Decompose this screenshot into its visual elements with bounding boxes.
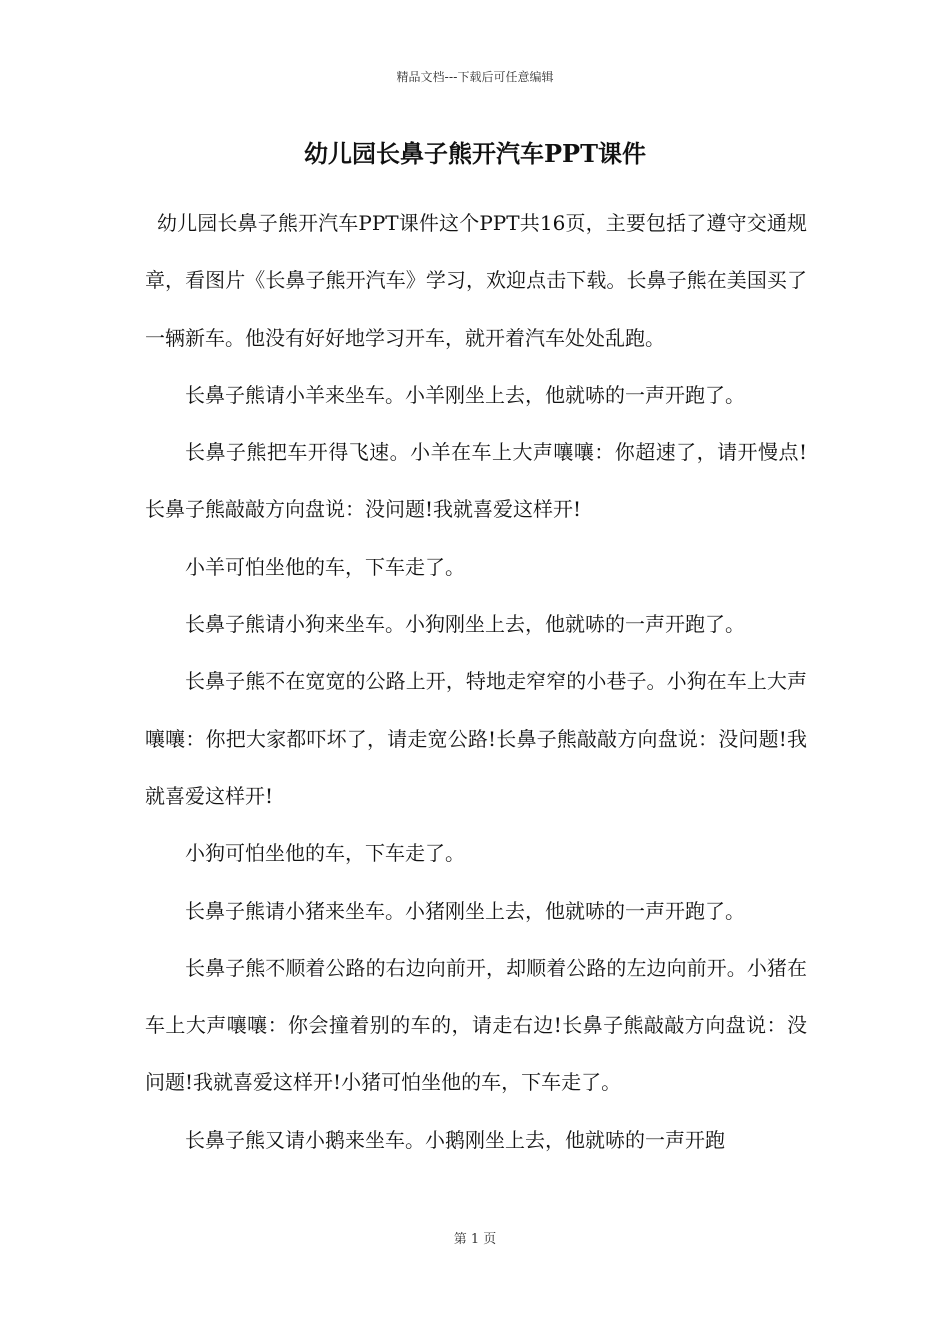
page-header: 精品文档---下载后可任意编辑: [396, 70, 554, 84]
page-number: 第 1 页: [453, 1232, 497, 1247]
paragraph: 幼儿园长鼻子熊开汽车PPT课件这个PPT共16页，主要包括了遵守交通规章，看图片《长鼻子熊开汽车》学习，欢迎点击下载。长鼻子熊在美国买了一辆新车。他没有好好地学习开车，就开着汽车处处乱跑。: [145, 211, 807, 350]
document-title: 幼儿园长鼻子熊开汽车PPT课件: [304, 139, 646, 168]
paragraph: 长鼻子熊不顺着公路的右边向前开，却顺着公路的左边向前开。小猪在车上大声嚷嚷：你会撞着别的车的，请走右边!长鼻子熊敲敲方向盘说：没问题!我就喜爱这样开!小猪可怕坐他的车，下车走了。: [145, 955, 807, 1095]
paragraph: 长鼻子熊请小羊来坐车。小羊刚坐上去，他就哧的一声开跑了。: [185, 382, 745, 407]
document-body: [145, 195, 807, 1169]
paragraph: 小狗可怕坐他的车，下车走了。: [185, 841, 465, 866]
paragraph: 长鼻子熊请小狗来坐车。小狗刚坐上去，他就哧的一声开跑了。: [185, 612, 745, 637]
paragraph: 长鼻子熊把车开得飞速。小羊在车上大声嚷嚷：你超速了，请开慢点!长鼻子熊敲敲方向盘说：没问题!我就喜爱这样开!: [145, 440, 807, 522]
paragraph: 小羊可怕坐他的车，下车走了。: [185, 554, 465, 579]
paragraph: 长鼻子熊请小猪来坐车。小猪刚坐上去，他就哧的一声开跑了。: [185, 898, 745, 923]
paragraph: 长鼻子熊又请小鹅来坐车。小鹅刚坐上去，他就哧的一声开跑: [185, 1127, 725, 1152]
paragraph: 长鼻子熊不在宽宽的公路上开，特地走窄窄的小巷子。小狗在车上大声嚷嚷：你把大家都吓坏了，请走宽公路!长鼻子熊敲敲方向盘说：没问题!我就喜爱这样开!: [145, 669, 807, 808]
